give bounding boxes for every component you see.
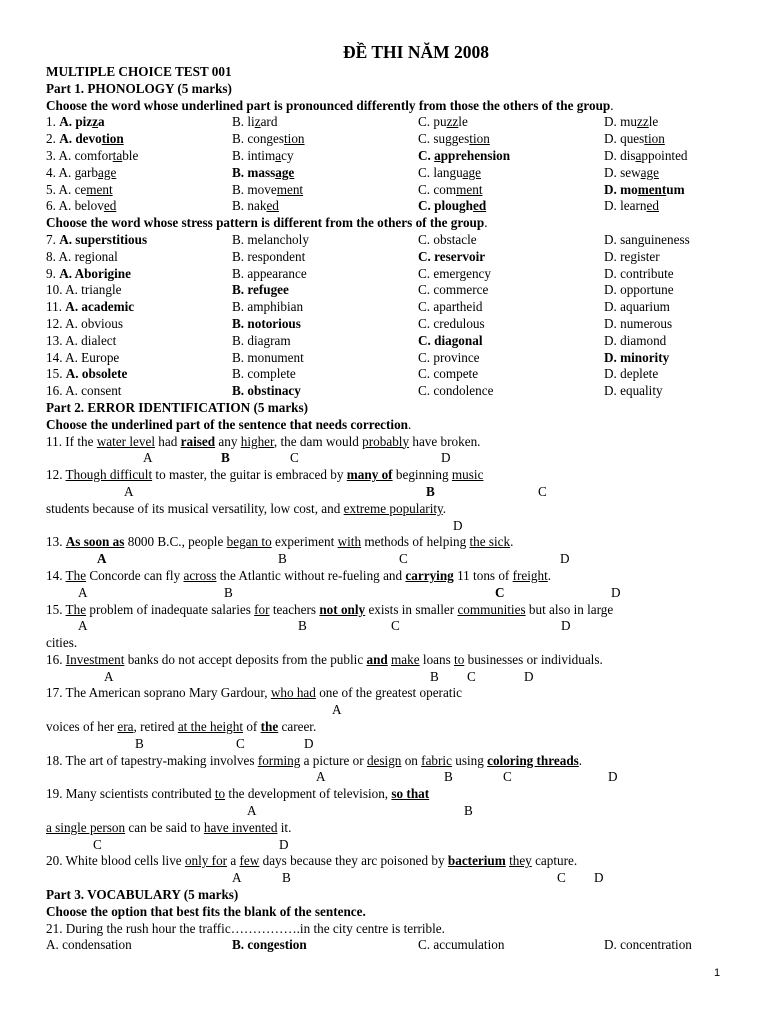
q12-letters-2: D (453, 517, 463, 533)
stress-option-b: B. diagram (232, 332, 291, 348)
q3-option-b: B. intimacy (232, 147, 294, 163)
stress-option-c: C. compete (418, 366, 479, 382)
q17-text: 17. The American soprano Mary Gardour, who had one of the greatest operatic (46, 685, 462, 701)
q6-option-a: 6. A. beloved (46, 198, 117, 214)
stress-option-d: D. register (604, 248, 660, 264)
stress-option-c: C. province (418, 349, 480, 365)
q16-text: 16. Investment banks do not accept deposits from the public and make loans to businesses or individuals. (46, 651, 603, 667)
stress-option-b: B. amphibian (232, 299, 304, 315)
question-4 (46, 165, 736, 182)
stress-option-b: B. monument (232, 349, 304, 365)
stress-option-a: 9. A. Aborigine (46, 265, 131, 281)
q3-option-d: D. disappointed (604, 147, 688, 163)
q14-text: 14. The Concorde can fly across the Atlantic without re-fueling and carrying 11 tons of freight. (46, 567, 552, 583)
stress-option-b: B. melancholy (232, 231, 309, 247)
q14-letters: A B C D (78, 584, 621, 600)
stress-option-c: C. apartheid (418, 299, 483, 315)
stress-question-row (46, 383, 736, 400)
q1-option-a: 1. A. pizza (46, 114, 105, 130)
q17-text-cont: voices of her era, retired at the height of the career. (46, 719, 317, 735)
stress-question-row (46, 316, 736, 333)
q4-option-b: B. massage (232, 164, 295, 180)
part1-heading: Part 1. PHONOLOGY (5 marks) (46, 80, 232, 96)
q2-option-d: D. question (604, 131, 665, 147)
q5-option-b: B. movement (232, 181, 304, 197)
stress-question-row (46, 249, 736, 266)
q11-letters: A B C D (143, 450, 451, 466)
stress-questions (46, 232, 736, 400)
stress-option-c: C. credulous (418, 315, 485, 331)
q13-letters: A B C D (97, 551, 570, 567)
q19-letters: A B (247, 803, 473, 819)
stress-option-a: 11. A. academic (46, 299, 135, 315)
stress-option-b: B. refugee (232, 282, 289, 298)
stress-option-b: B. complete (232, 366, 296, 382)
part2-heading: Part 2. ERROR IDENTIFICATION (5 marks) (46, 399, 309, 415)
part2-instruction: Choose the underlined part of the sentence that needs correction. (46, 416, 412, 432)
stress-option-a: 7. A. superstitious (46, 231, 148, 247)
q12-text: 12. Though difficult to master, the guitar is embraced by many of beginning music (46, 467, 484, 483)
q6-option-b: B. naked (232, 198, 279, 214)
q19-text-cont: a single person can be said to have invented it. (46, 819, 292, 835)
q3-option-a: 3. A. comfortable (46, 147, 139, 163)
q16-letters: A B C D (104, 668, 534, 684)
q18-text: 18. The art of tapestry-making involves forming a picture or design on fabric using coloring threads. (46, 752, 583, 768)
test-name: MULTIPLE CHOICE TEST 001 (46, 64, 232, 79)
q21-option-a: A. condensation (46, 937, 132, 953)
stress-option-d: D. sanguineness (604, 231, 690, 247)
stress-question-row (46, 282, 736, 299)
stress-option-a: 8. A. regional (46, 248, 118, 264)
q3-option-c: C. apprehension (418, 147, 511, 163)
stress-option-d: D. diamond (604, 332, 667, 348)
part1-instruction-pronunciation: Choose the word whose underlined part is pronounced differently from those the others of the group. (46, 97, 614, 113)
stress-option-d: D. deplete (604, 366, 659, 382)
part3-heading: Part 3. VOCABULARY (5 marks) (46, 887, 239, 903)
stress-option-d: D. aquarium (604, 299, 670, 315)
stress-option-d: D. equality (604, 383, 663, 399)
q1-option-b: B. lizard (232, 114, 278, 130)
q4-option-d: D. sewage (604, 164, 659, 180)
stress-question-row (46, 366, 736, 383)
q2-option-b: B. congestion (232, 131, 305, 147)
q6-option-c: C. ploughed (418, 198, 487, 214)
stress-option-a: 15. A. obsolete (46, 366, 128, 382)
stress-question-row (46, 333, 736, 350)
stress-option-c: C. emergency (418, 265, 491, 281)
q21-option-b: B. congestion (232, 937, 307, 953)
stress-option-d: D. opportune (604, 282, 674, 298)
q19-letters-2: C D (93, 836, 289, 852)
stress-option-a: 13. A. dialect (46, 332, 117, 348)
q17-letters: A (332, 702, 342, 718)
stress-option-a: 14. A. Europe (46, 349, 120, 365)
q5-option-d: D. momentum (604, 181, 685, 197)
q13-text: 13. As soon as 8000 B.C., people began to experiment with methods of helping the sick. (46, 534, 514, 550)
stress-option-c: C. diagonal (418, 332, 483, 348)
stress-option-d: D. numerous (604, 315, 673, 331)
q5-option-a: 5. A. cement (46, 181, 113, 197)
q15-text-cont: cities. (46, 635, 78, 651)
stress-option-c: C. commerce (418, 282, 489, 298)
q12-text-cont: students because of its musical versatility, low cost, and extreme popularity. (46, 500, 447, 516)
q21-text: 21. During the rush hour the traffic…………….in the city centre is terrible. (46, 920, 445, 936)
stress-option-b: B. appearance (232, 265, 307, 281)
stress-option-c: C. obstacle (418, 231, 477, 247)
stress-option-a: 10. A. triangle (46, 282, 122, 298)
q20-letters: A B C D (232, 870, 604, 886)
q6-option-d: D. learned (604, 198, 659, 214)
q21-options (46, 937, 736, 954)
q2-option-a: 2. A. devotion (46, 131, 124, 147)
q11-text: 11. If the water level had raised any higher, the dam would probably have broken. (46, 433, 481, 449)
stress-question-row (46, 299, 736, 316)
stress-question-row (46, 232, 736, 249)
page-number: 1 (714, 967, 721, 979)
q5-option-c: C. comment (418, 181, 483, 197)
part1-instruction-stress: Choose the word whose stress pattern is different from the others of the group. (46, 215, 488, 231)
q2-option-c: C. suggestion (418, 131, 490, 147)
stress-option-d: D. contribute (604, 265, 674, 281)
question-6 (46, 198, 736, 215)
stress-option-c: C. condolence (418, 383, 494, 399)
exam-page (46, 40, 736, 954)
stress-option-d: D. minority (604, 349, 670, 365)
stress-option-a: 12. A. obvious (46, 315, 123, 331)
stress-option-b: B. obstinacy (232, 383, 301, 399)
stress-question-row (46, 266, 736, 283)
question-1 (46, 114, 736, 131)
q21-option-d: D. concentration (604, 937, 692, 953)
q4-option-c: C. language (418, 164, 482, 180)
stress-option-a: 16. A. consent (46, 383, 122, 399)
question-5 (46, 182, 736, 199)
part3-instruction: Choose the option that best fits the blank of the sentence. (46, 903, 366, 919)
q17-letters-2: B C D (135, 735, 314, 751)
q15-text: 15. The problem of inadequate salaries for teachers not only exists in smaller communities but also in large (46, 601, 614, 617)
exam-title: ĐỀ THI NĂM 2008 (342, 42, 489, 62)
q1-option-d: D. muzzle (604, 114, 659, 130)
question-2 (46, 131, 736, 148)
stress-option-c: C. reservoir (418, 248, 486, 264)
q12-letters: A B C (124, 483, 547, 499)
question-3 (46, 148, 736, 165)
q20-text: 20. White blood cells live only for a few days because they arc poisoned by bacterium they capture. (46, 853, 578, 869)
q4-option-a: 4. A. garbage (46, 164, 117, 180)
q19-text: 19. Many scientists contributed to the development of television, so that (46, 786, 430, 802)
q18-letters: A B C D (316, 769, 618, 785)
stress-question-row (46, 350, 736, 367)
q21-option-c: C. accumulation (418, 937, 505, 953)
stress-option-b: B. notorious (232, 315, 301, 331)
stress-option-b: B. respondent (232, 248, 306, 264)
q1-option-c: C. puzzle (418, 114, 468, 130)
q15-letters: A B C D (78, 618, 571, 634)
